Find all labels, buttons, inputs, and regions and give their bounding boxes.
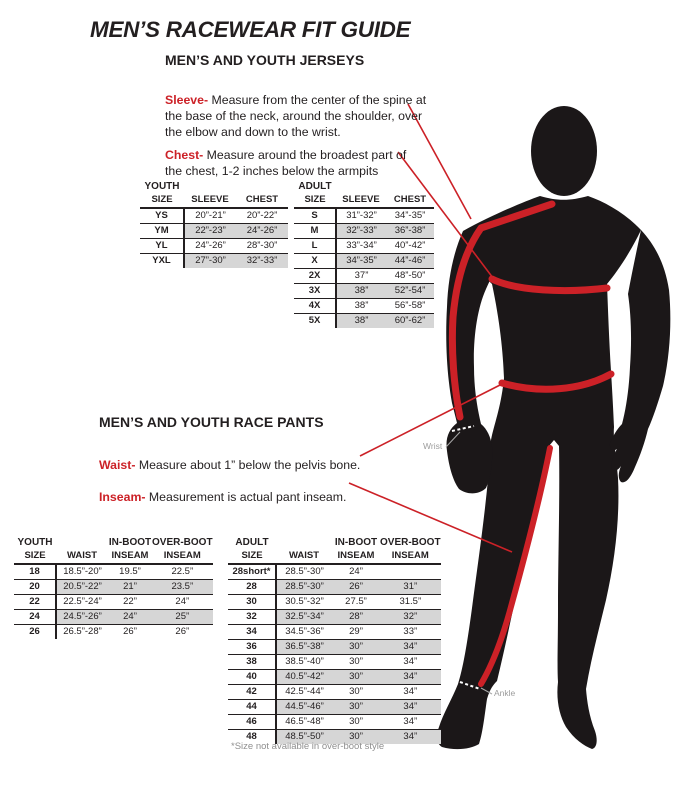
value-cell: 32.5”-34” (276, 610, 332, 625)
value-cell: 33”-34” (336, 239, 386, 254)
size-cell: 28 (228, 580, 276, 595)
sleeve-instruction (165, 93, 427, 140)
value-cell: 27”-30” (184, 254, 236, 269)
value-cell: 26” (332, 580, 380, 595)
table-row (140, 193, 288, 208)
value-cell: 32”-33” (236, 254, 288, 269)
value-cell: 40.5”-42” (276, 670, 332, 685)
column-header: SLEEVE (336, 193, 386, 208)
value-cell: 30” (332, 715, 380, 730)
table-row (140, 208, 288, 224)
column-header: OVER-BOOT (152, 537, 213, 548)
waist-instruction (99, 458, 429, 474)
table-row (294, 239, 434, 254)
inseam-instruction-text: Measurement is actual pant inseam. (145, 490, 347, 505)
table-row (14, 595, 213, 610)
table-row (294, 299, 434, 314)
column-header: IN-BOOT (334, 537, 378, 548)
column-header: SIZE (140, 193, 184, 208)
ankle-label: Ankle (494, 688, 516, 698)
size-cell: 46 (228, 715, 276, 730)
value-cell: 36.5”-38” (276, 640, 332, 655)
table-row (228, 715, 441, 730)
adult-jersey-size-table (294, 180, 434, 328)
column-header (56, 536, 108, 549)
table-row (14, 610, 213, 625)
value-cell: 20”-21” (184, 208, 236, 224)
size-cell: 5X (294, 314, 336, 329)
size-cell: 40 (228, 670, 276, 685)
youth-jersey-size-table (140, 180, 288, 268)
value-cell: 33” (380, 625, 441, 640)
table-row (294, 284, 434, 299)
column-header (276, 536, 332, 549)
value-cell: 30.5”-32” (276, 595, 332, 610)
size-cell: 30 (228, 595, 276, 610)
value-cell: 48”-50” (386, 269, 434, 284)
sleeve-instruction-label: Sleeve- (165, 93, 209, 108)
table-row (294, 269, 434, 284)
value-cell (380, 564, 441, 580)
value-cell: 31”-32” (336, 208, 386, 224)
value-cell: 34” (380, 655, 441, 670)
value-cell: 34” (380, 730, 441, 745)
size-cell: M (294, 224, 336, 239)
table-row (228, 640, 441, 655)
value-cell: 30” (332, 685, 380, 700)
value-cell: 37” (336, 269, 386, 284)
table-row (140, 224, 288, 239)
size-cell: 44 (228, 700, 276, 715)
size-cell: 32 (228, 610, 276, 625)
value-cell: 24” (332, 564, 380, 580)
waist-instruction-label: Waist- (99, 458, 136, 473)
table-row (228, 655, 441, 670)
table-row (228, 580, 441, 595)
value-cell: 34” (380, 685, 441, 700)
value-cell: 38” (336, 299, 386, 314)
value-cell: 34” (380, 700, 441, 715)
column-header: SLEEVE (184, 193, 236, 208)
overboot-footnote: *Size not available in over-boot style (231, 741, 385, 752)
size-cell: 20 (14, 580, 56, 595)
column-header: SIZE (294, 193, 336, 208)
value-cell: 31” (380, 580, 441, 595)
value-cell: 44.5”-46” (276, 700, 332, 715)
size-cell: S (294, 208, 336, 224)
pants-section-heading: MEN’S AND YOUTH RACE PANTS (99, 414, 324, 430)
adult-pants-size-table (228, 536, 441, 744)
value-cell: 26” (123, 626, 137, 637)
column-header: OVER-BOOT (380, 537, 441, 548)
column-header: INSEAM (380, 549, 441, 564)
column-header: INSEAM (332, 549, 380, 564)
size-cell: 18 (14, 564, 56, 580)
inseam-instruction-label: Inseam- (99, 490, 146, 505)
value-cell: 30” (332, 670, 380, 685)
value-cell: 22” (108, 595, 152, 610)
value-cell: 31.5” (380, 595, 441, 610)
column-header: CHEST (236, 193, 288, 208)
value-cell: 30” (332, 700, 380, 715)
value-cell: 34” (380, 640, 441, 655)
table-row (14, 564, 213, 580)
value-cell: 22.5” (152, 564, 213, 580)
value-cell: 24.5”-26” (56, 610, 108, 625)
table-row (228, 595, 441, 610)
size-cell: 3X (294, 284, 336, 299)
value-cell: 34.5”-36” (276, 625, 332, 640)
size-cell: 28short* (228, 564, 276, 580)
table-row (228, 685, 441, 700)
value-cell: 38” (336, 314, 386, 329)
value-cell: 34”-35” (336, 254, 386, 269)
value-cell: 28.5”-30” (276, 564, 332, 580)
table-row (228, 549, 441, 564)
value-cell: 38.5”-40” (276, 655, 332, 670)
column-header: CHEST (386, 193, 434, 208)
value-cell: 34” (380, 715, 441, 730)
value-cell: 20”-22” (236, 208, 288, 224)
value-cell: 56”-58” (386, 299, 434, 314)
size-cell: 24 (14, 610, 56, 625)
table-row (228, 700, 441, 715)
size-cell: 26 (14, 625, 56, 640)
size-cell: 42 (228, 685, 276, 700)
table-row (228, 610, 441, 625)
value-cell: 24” (108, 610, 152, 625)
column-header: ADULT (298, 181, 332, 192)
column-header: IN-BOOT (108, 537, 152, 548)
column-header (184, 180, 236, 193)
youth-pants-size-table (14, 536, 213, 639)
wrist-label: Wrist (423, 441, 443, 451)
value-cell: 30” (332, 655, 380, 670)
value-cell: 48.5”-50” (276, 730, 332, 745)
table-row (228, 564, 441, 580)
value-cell: 19.5” (108, 564, 152, 580)
size-cell: 36 (228, 640, 276, 655)
value-cell: 34”-35” (386, 208, 434, 224)
size-cell: YS (140, 208, 184, 224)
value-cell: 30” (332, 730, 380, 745)
value-cell: 60”-62” (386, 314, 434, 329)
size-cell: 38 (228, 655, 276, 670)
table-row (294, 224, 434, 239)
value-cell: 32” (380, 610, 441, 625)
size-cell: 22 (14, 595, 56, 610)
value-cell: 29” (332, 625, 380, 640)
value-cell: 26” (175, 626, 190, 637)
column-header (236, 180, 288, 193)
chest-instruction-label: Chest- (165, 148, 204, 163)
page-title: MEN’S RACEWEAR FIT GUIDE (90, 17, 411, 42)
column-header: SIZE (228, 549, 276, 564)
jerseys-section-heading: MEN’S AND YOUTH JERSEYS (165, 52, 365, 68)
size-cell: 2X (294, 269, 336, 284)
chest-instruction (165, 148, 417, 179)
figure-head (531, 106, 597, 196)
column-header (386, 180, 434, 193)
value-cell: 24” (152, 595, 213, 610)
value-cell: 20.5”-22” (56, 580, 108, 595)
value-cell: 28”-30” (236, 239, 288, 254)
column-header: WAIST (56, 549, 108, 564)
value-cell: 22”-23” (184, 224, 236, 239)
table-row (294, 314, 434, 329)
table-row (228, 536, 441, 549)
value-cell: 27.5” (332, 595, 380, 610)
column-header: INSEAM (108, 549, 152, 564)
column-header: SIZE (14, 549, 56, 564)
size-cell: 48 (228, 730, 276, 745)
table-row (294, 180, 434, 193)
column-header: YOUTH (17, 537, 53, 548)
value-cell: 23.5” (152, 580, 213, 595)
value-cell: 38” (336, 284, 386, 299)
column-header (336, 180, 386, 193)
value-cell: 44”-46” (386, 254, 434, 269)
size-cell: YL (140, 239, 184, 254)
value-cell: 30” (332, 640, 380, 655)
column-header: WAIST (276, 549, 332, 564)
value-cell: 34” (380, 670, 441, 685)
table-row (14, 536, 213, 549)
value-cell: 24”-26” (236, 224, 288, 239)
sleeve-instruction-text: Measure from the center of the spine at the base of the neck, around the shoulder, over the elbow and down to the wrist. (165, 93, 427, 139)
value-cell: 25” (152, 610, 213, 625)
size-cell: L (294, 239, 336, 254)
value-cell: 28” (332, 610, 380, 625)
table-row (228, 625, 441, 640)
value-cell: 24”-26” (184, 239, 236, 254)
table-row (294, 254, 434, 269)
value-cell: 52”-54” (386, 284, 434, 299)
value-cell: 36”-38” (386, 224, 434, 239)
table-row (14, 580, 213, 595)
waist-instruction-text: Measure about 1” below the pelvis bone. (135, 458, 361, 473)
column-header: INSEAM (152, 549, 213, 564)
inseam-instruction (99, 490, 429, 506)
table-row (228, 670, 441, 685)
table-row (140, 254, 288, 269)
value-cell: 32”-33” (336, 224, 386, 239)
table-row (14, 549, 213, 564)
value-cell: 21” (108, 580, 152, 595)
chest-instruction-text: Measure around the broadest part of the chest, 1-2 inches below the armpits (165, 148, 407, 178)
table-row (140, 239, 288, 254)
size-cell: 34 (228, 625, 276, 640)
value-cell: 46.5”-48” (276, 715, 332, 730)
value-cell: 26.5”-28” (63, 626, 102, 637)
value-cell: 40”-42” (386, 239, 434, 254)
column-header: ADULT (235, 537, 269, 548)
value-cell: 18.5”-20” (56, 564, 108, 580)
size-cell: 4X (294, 299, 336, 314)
table-row (140, 180, 288, 193)
value-cell: 28.5”-30” (276, 580, 332, 595)
value-cell: 42.5”-44” (276, 685, 332, 700)
size-cell: YXL (140, 254, 184, 269)
table-row (294, 208, 434, 224)
size-cell: YM (140, 224, 184, 239)
table-row (14, 625, 213, 640)
value-cell: 22.5”-24” (56, 595, 108, 610)
size-cell: X (294, 254, 336, 269)
table-row (294, 193, 434, 208)
column-header: YOUTH (144, 181, 180, 192)
